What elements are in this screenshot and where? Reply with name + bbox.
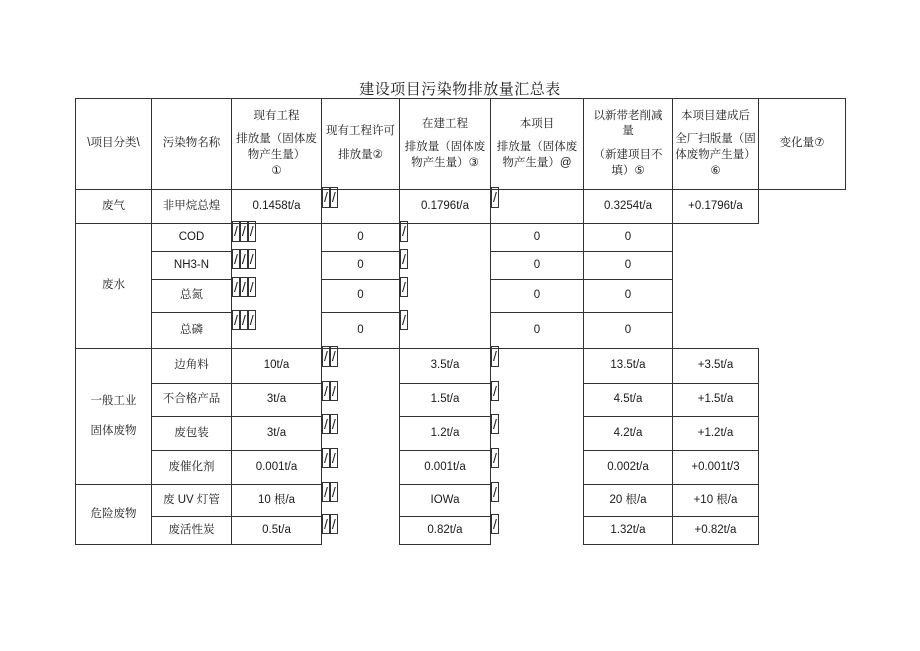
cell-reduction: / — [491, 346, 499, 367]
cell-change: +0.001t/3 — [673, 451, 759, 485]
cell-after-completion: 4.2t/a — [584, 417, 673, 451]
table-row — [76, 517, 846, 545]
header-under-construction: 在建工程 排放量（固体废 物产生量）③ — [400, 99, 491, 190]
cell-change: 0 — [584, 280, 673, 313]
cell-this-project: 0 — [322, 224, 400, 252]
cell-after-completion: 0 — [491, 252, 584, 280]
cell-existing: 0.1458t/a — [232, 190, 322, 224]
cell-change: +1.2t/a — [673, 417, 759, 451]
pollutant-name: 边角料 — [152, 349, 232, 384]
cell-existing-permit: / — [322, 381, 330, 402]
group-label-gas: 废气 — [76, 190, 152, 224]
cell-existing-permit: / — [322, 187, 330, 208]
cell-reduction: / — [491, 448, 499, 469]
page-title: 建设项目污染物排放量汇总表 — [359, 80, 561, 98]
pollutant-name: COD — [152, 224, 232, 252]
cell-reduction: / — [491, 482, 499, 503]
cell-existing: 10 根/a — [232, 485, 322, 517]
cell-under-construction: / — [248, 277, 256, 298]
cell-under-construction: / — [248, 221, 256, 242]
table-row — [76, 224, 846, 252]
cell-reduction: / — [491, 414, 499, 435]
header-existing: 现有工程 排放量（固体废 物产生量） ① — [232, 99, 322, 190]
cell-this-project: 0 — [322, 280, 400, 313]
cell-existing-permit: / — [322, 514, 330, 535]
cell-under-construction: / — [248, 249, 256, 270]
cell-existing-permit: / — [322, 482, 330, 503]
cell-reduction: / — [400, 249, 408, 270]
cell-under-construction: / — [330, 514, 338, 535]
cell-change: +10 根/a — [673, 485, 759, 517]
cell-reduction: / — [491, 187, 499, 208]
cell-change: 0 — [584, 224, 673, 252]
header-category: \项目分类\ — [76, 99, 152, 190]
pollutant-name: 废活性炭 — [152, 517, 232, 545]
cell-this-project: 0 — [322, 313, 400, 349]
pollutant-name: 总磷 — [152, 313, 232, 349]
cell-existing: 0.5t/a — [232, 517, 322, 545]
cell-after-completion: 1.32t/a — [584, 517, 673, 545]
table-row — [76, 451, 846, 485]
cell-existing: / — [232, 221, 240, 242]
cell-this-project: 3.5t/a — [400, 349, 491, 384]
cell-existing: 3t/a — [232, 417, 322, 451]
cell-this-project: 0.82t/a — [400, 517, 491, 545]
cell-this-project: 1.5t/a — [400, 384, 491, 417]
cell-under-construction: / — [248, 310, 256, 331]
group-label-solid: 一般工业 固体废物 — [76, 349, 152, 485]
cell-after-completion: 0 — [491, 313, 584, 349]
cell-after-completion: 0 — [491, 224, 584, 252]
cell-this-project: 1.2t/a — [400, 417, 491, 451]
cell-change: 0 — [584, 313, 673, 349]
cell-existing: / — [232, 310, 240, 331]
pollutant-name: 不合格产品 — [152, 384, 232, 417]
cell-under-construction: / — [330, 346, 338, 367]
cell-existing-permit: / — [240, 249, 248, 270]
cell-under-construction: / — [330, 414, 338, 435]
cell-reduction: / — [400, 310, 408, 331]
cell-after-completion: 20 根/a — [584, 485, 673, 517]
pollutant-name: 废包装 — [152, 417, 232, 451]
header-pollutant: 污染物名称 — [152, 99, 232, 190]
cell-this-project: IOWa — [400, 485, 491, 517]
table-row — [76, 280, 846, 313]
header-existing-permit: 现有工程许可 排放量② — [322, 99, 400, 190]
pollutant-name: 废催化剂 — [152, 451, 232, 485]
cell-this-project: 0 — [322, 252, 400, 280]
cell-existing: 3t/a — [232, 384, 322, 417]
table-row — [76, 190, 846, 224]
cell-change: +3.5t/a — [673, 349, 759, 384]
cell-reduction: / — [400, 277, 408, 298]
cell-change: +1.5t/a — [673, 384, 759, 417]
cell-after-completion: 13.5t/a — [584, 349, 673, 384]
cell-existing-permit: / — [240, 221, 248, 242]
cell-reduction: / — [491, 381, 499, 402]
group-label-hazardous: 危险废物 — [76, 485, 152, 545]
cell-existing: 10t/a — [232, 349, 322, 384]
cell-change: 0 — [584, 252, 673, 280]
cell-this-project: 0.1796t/a — [400, 190, 491, 224]
cell-existing: / — [232, 277, 240, 298]
cell-change: +0.1796t/a — [673, 190, 759, 224]
header-after-completion: 本项目建成后 全厂扫版量（固 体废物产生量） ⑥ — [673, 99, 759, 190]
cell-change: +0.82t/a — [673, 517, 759, 545]
cell-under-construction: / — [330, 482, 338, 503]
cell-after-completion: 4.5t/a — [584, 384, 673, 417]
cell-reduction: / — [400, 221, 408, 242]
cell-this-project: 0.001t/a — [400, 451, 491, 485]
group-label-water: 废水 — [76, 224, 152, 349]
table-row — [76, 485, 846, 517]
cell-under-construction: / — [330, 381, 338, 402]
cell-existing-permit: / — [322, 414, 330, 435]
cell-existing: / — [232, 249, 240, 270]
table-row — [76, 417, 846, 451]
cell-existing-permit: / — [240, 277, 248, 298]
header-row — [76, 99, 846, 190]
cell-existing: 0.001t/a — [232, 451, 322, 485]
cell-after-completion: 0 — [491, 280, 584, 313]
table-row — [76, 252, 846, 280]
cell-existing-permit: / — [240, 310, 248, 331]
table-row — [76, 313, 846, 349]
header-this-project: 本项目 排放量（固体废 物产生量）@ — [491, 99, 584, 190]
cell-existing-permit: / — [322, 448, 330, 469]
cell-under-construction: / — [330, 187, 338, 208]
header-change: 变化量⑦ — [759, 99, 846, 190]
table-row — [76, 384, 846, 417]
table-row — [76, 349, 846, 384]
pollutant-name: NH3-N — [152, 252, 232, 280]
pollutant-name: 废 UV 灯管 — [152, 485, 232, 517]
cell-reduction: / — [491, 514, 499, 535]
emission-summary-table — [75, 98, 846, 545]
cell-under-construction: / — [330, 448, 338, 469]
header-reduction: 以新带老削减 量 （新建项目不 填）⑤ — [584, 99, 673, 190]
cell-existing-permit: / — [322, 346, 330, 367]
cell-after-completion: 0.002t/a — [584, 451, 673, 485]
pollutant-name: 非甲烷总煌 — [152, 190, 232, 224]
cell-after-completion: 0.3254t/a — [584, 190, 673, 224]
pollutant-name: 总氮 — [152, 280, 232, 313]
